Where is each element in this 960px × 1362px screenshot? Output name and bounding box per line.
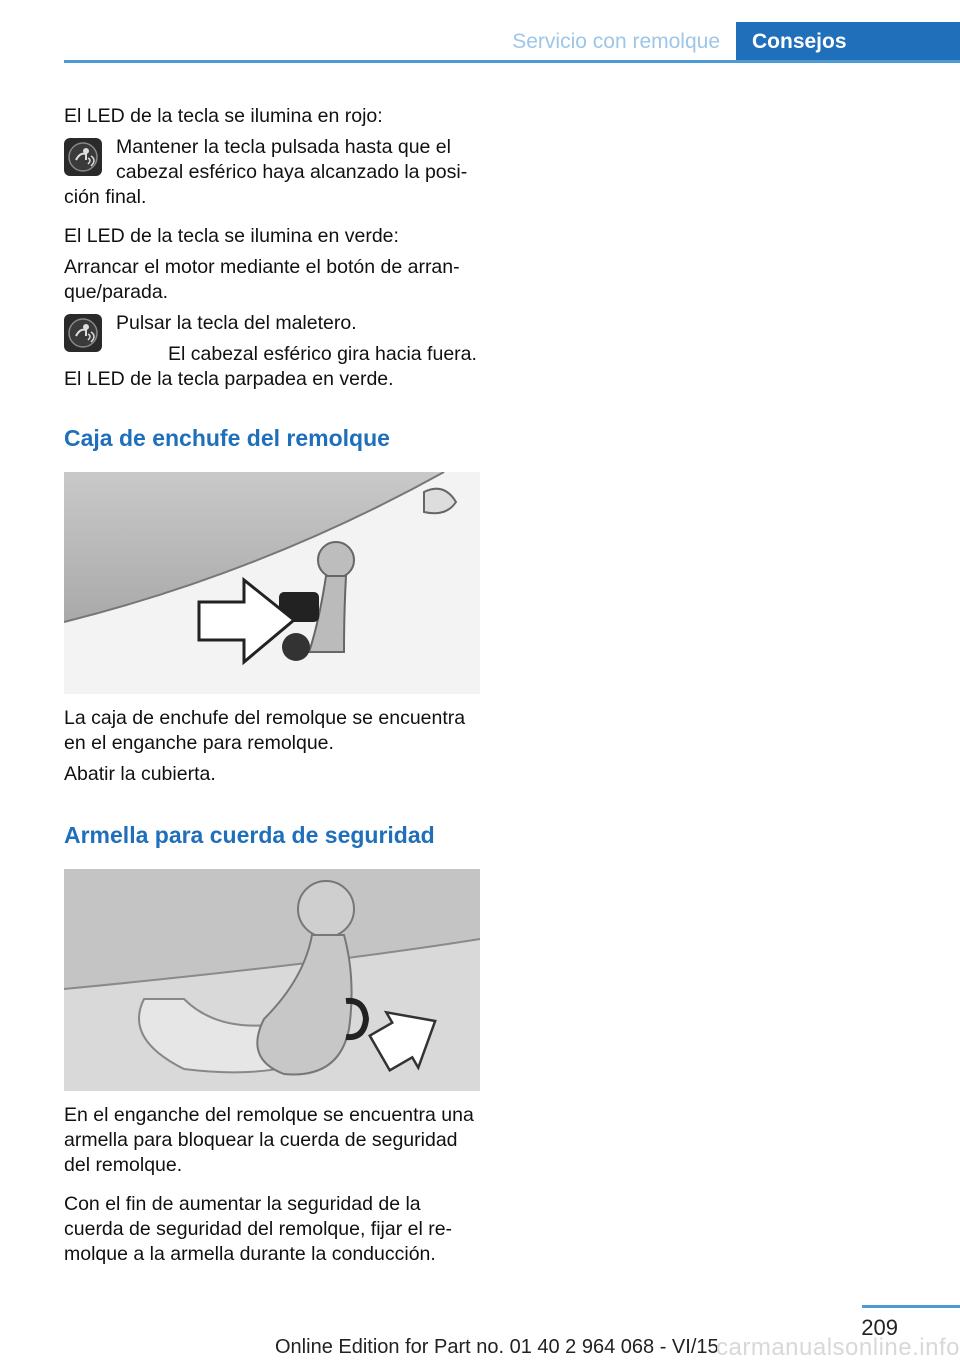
paragraph: El cabezal esférico gira hacia fuera. El LED de la tecla parpadea en verde. [64,343,477,390]
paragraph: Arrancar el motor mediante el botón de arran‐que/parada. [64,256,460,303]
main-column [64,104,482,1267]
paragraph: La caja de enchufe del remolque se encuentra en el enganche para remolque. [64,707,466,754]
tow-hitch-button-icon [64,138,102,176]
socket-illustration [64,472,480,694]
edition-note: Online Edition for Part no. 01 40 2 964 068 - VI/15 [275,1336,719,1358]
paragraph: Mantener la tecla pulsada hasta que el cabezal esférico haya alcanzado la posi‐ción final. [64,136,468,208]
paragraph: En el enganche del remolque se encuentra una armella para bloquear la cuerda de seguridad del remolque. [64,1104,474,1176]
paragraph: El LED de la tecla se ilumina en verde: [64,225,399,247]
icon-paragraph [64,135,482,210]
paragraph: Con el fin de aumentar la seguridad de la cuerda de seguridad del remolque, fijar el re‐molque a la armella durante la conducción. [64,1193,453,1265]
icon-paragraph [64,311,482,392]
header-divider [64,60,960,63]
header-section-title: Servicio con remolque [512,30,720,53]
section-heading: Caja de enchufe del remolque [64,425,390,451]
footer-divider [862,1305,960,1308]
section-heading: Armella para cuerda de seguridad [64,822,435,848]
paragraph: Abatir la cubierta. [64,763,216,785]
tow-hitch-button-icon [64,314,102,352]
safety-eyelet-illustration [64,869,480,1091]
page-number: 209 [861,1315,898,1340]
header-tab-consejos[interactable]: Consejos [736,22,960,63]
paragraph: Pulsar la tecla del maletero. [116,312,357,334]
watermark: carmanualsonline.info [716,1334,960,1361]
paragraph: El LED de la tecla se ilumina en rojo: [64,105,383,127]
